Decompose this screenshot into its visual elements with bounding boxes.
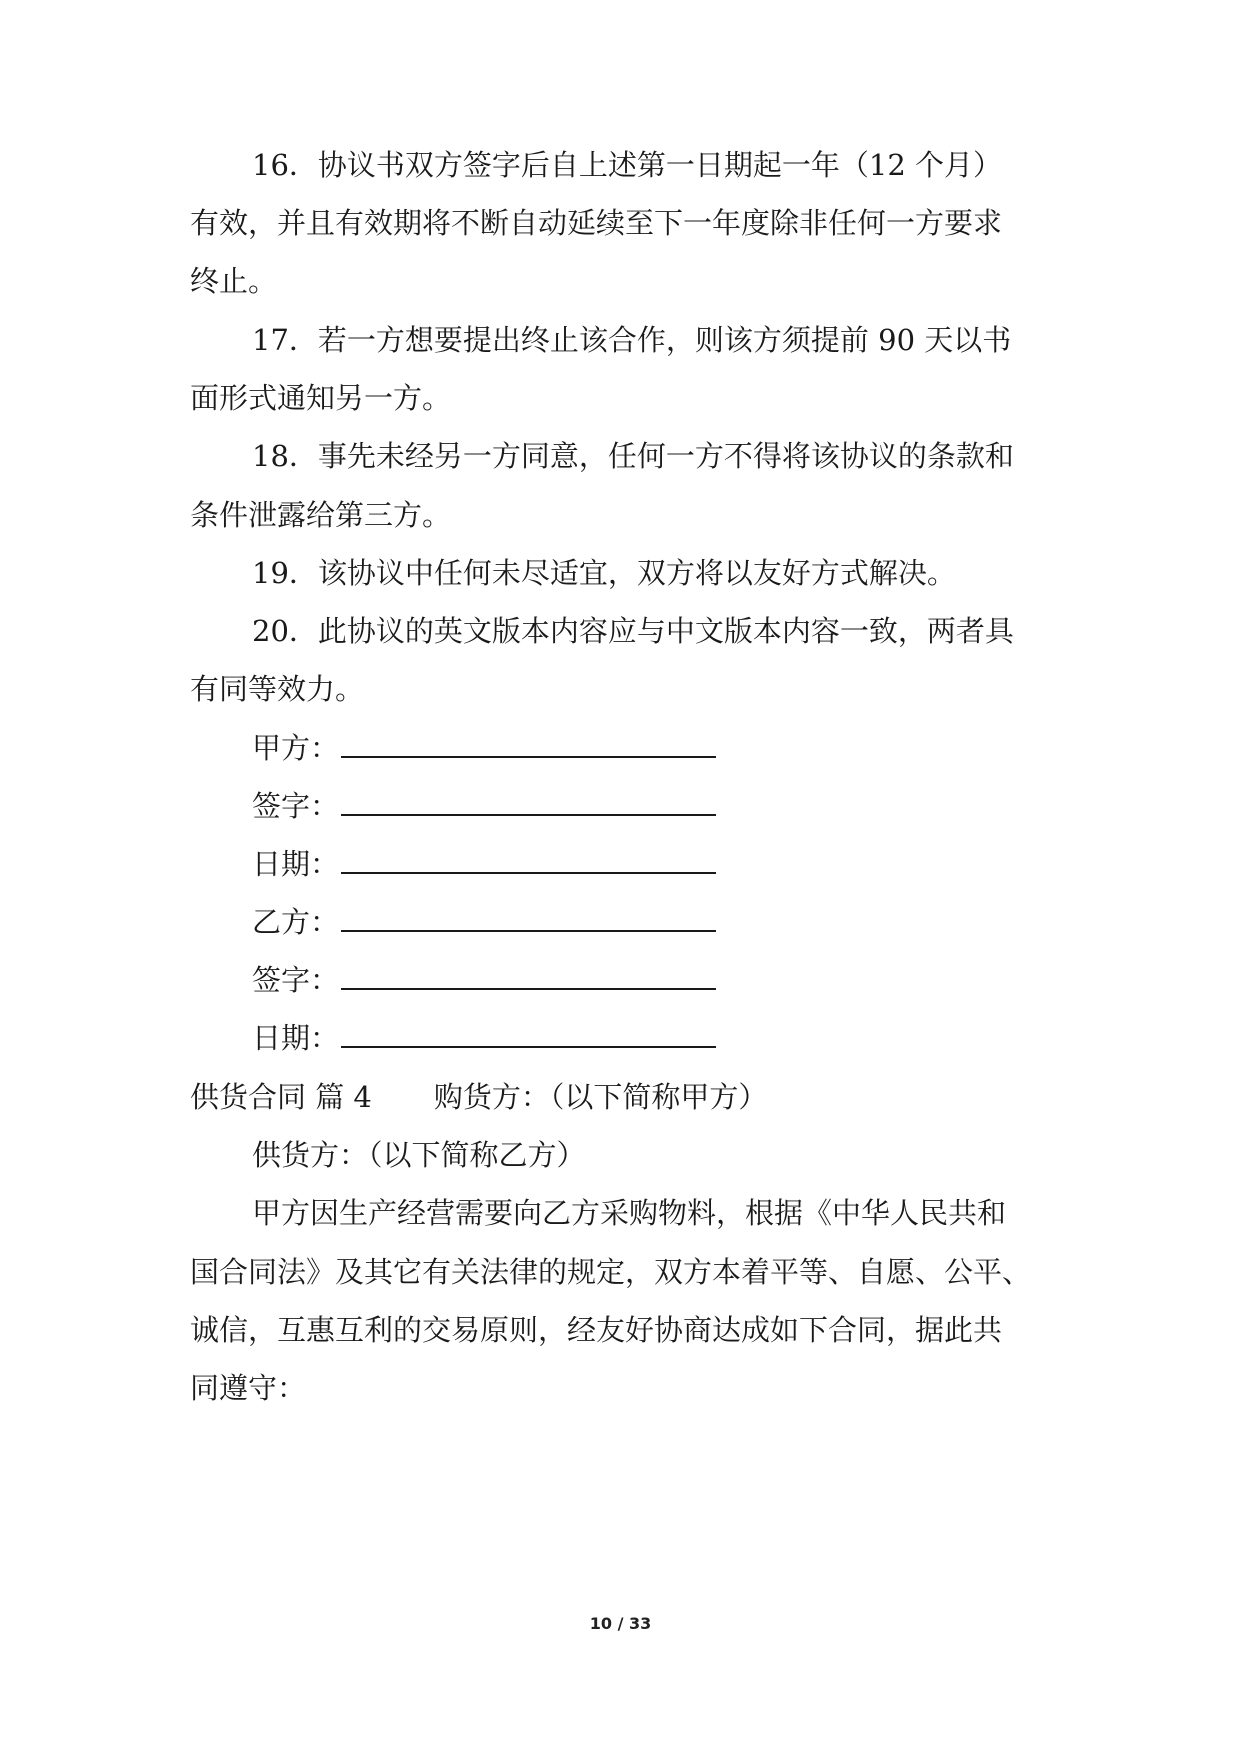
buyer-label: 购货方：（以下简称甲方） xyxy=(433,1080,768,1114)
contract-4-header xyxy=(190,1077,767,1117)
party-b-field xyxy=(252,902,716,942)
intro-line-4: 同遵守： xyxy=(190,1371,307,1405)
clause-17-line-1: 17．若一方想要提出终止该合作，则该方须提前 90 天以书 xyxy=(252,323,1012,357)
party-b-label: 乙方： xyxy=(252,905,340,939)
clause-20-line-2: 有同等效力。 xyxy=(190,672,365,706)
party-a-blank xyxy=(341,730,716,758)
clause-16-line-2: 有效，并且有效期将不断自动延续至下一年度除非任何一方要求 xyxy=(190,206,1003,240)
page-number: 10 / 33 xyxy=(589,1614,652,1633)
party-a-field xyxy=(252,728,716,768)
date-b-label: 日期： xyxy=(252,1021,340,1055)
clause-20-line-1: 20．此协议的英文版本内容应与中文版本内容一致，两者具 xyxy=(252,614,1014,648)
sign-b-field xyxy=(252,960,716,1000)
intro-line-1: 甲方因生产经营需要向乙方采购物料，根据《中华人民共和 xyxy=(252,1196,1007,1230)
date-a-field xyxy=(252,844,716,884)
intro-line-2: 国合同法》及其它有关法律的规定，双方本着平等、自愿、公平、 xyxy=(190,1255,1032,1289)
contract-4-heading: 供货合同 篇 4 xyxy=(190,1080,372,1114)
clause-16-line-3: 终止。 xyxy=(190,264,278,298)
date-a-label: 日期： xyxy=(252,847,340,881)
clause-16-line-1: 16．协议书双方签字后自上述第一日期起一年（12 个月） xyxy=(252,148,1003,182)
clause-18-line-2: 条件泄露给第三方。 xyxy=(190,498,452,532)
sign-a-blank xyxy=(341,788,716,816)
clause-18-line-1: 18．事先未经另一方同意，任何一方不得将该协议的条款和 xyxy=(252,439,1014,473)
party-b-blank xyxy=(341,904,716,932)
date-b-field xyxy=(252,1018,716,1058)
sign-a-label: 签字： xyxy=(252,789,340,823)
sign-b-blank xyxy=(341,962,716,990)
clause-17-line-2: 面形式通知另一方。 xyxy=(190,381,452,415)
party-a-label: 甲方： xyxy=(252,731,340,765)
date-a-blank xyxy=(341,846,716,874)
supplier-label: 供货方：（以下简称乙方） xyxy=(252,1138,586,1172)
clause-19-line-1: 19．该协议中任何未尽适宜，双方将以友好方式解决。 xyxy=(252,556,956,590)
intro-line-3: 诚信，互惠互利的交易原则，经友好协商达成如下合同，据此共 xyxy=(190,1313,1003,1347)
sign-b-label: 签字： xyxy=(252,963,340,997)
sign-a-field xyxy=(252,786,716,826)
date-b-blank xyxy=(341,1020,716,1048)
